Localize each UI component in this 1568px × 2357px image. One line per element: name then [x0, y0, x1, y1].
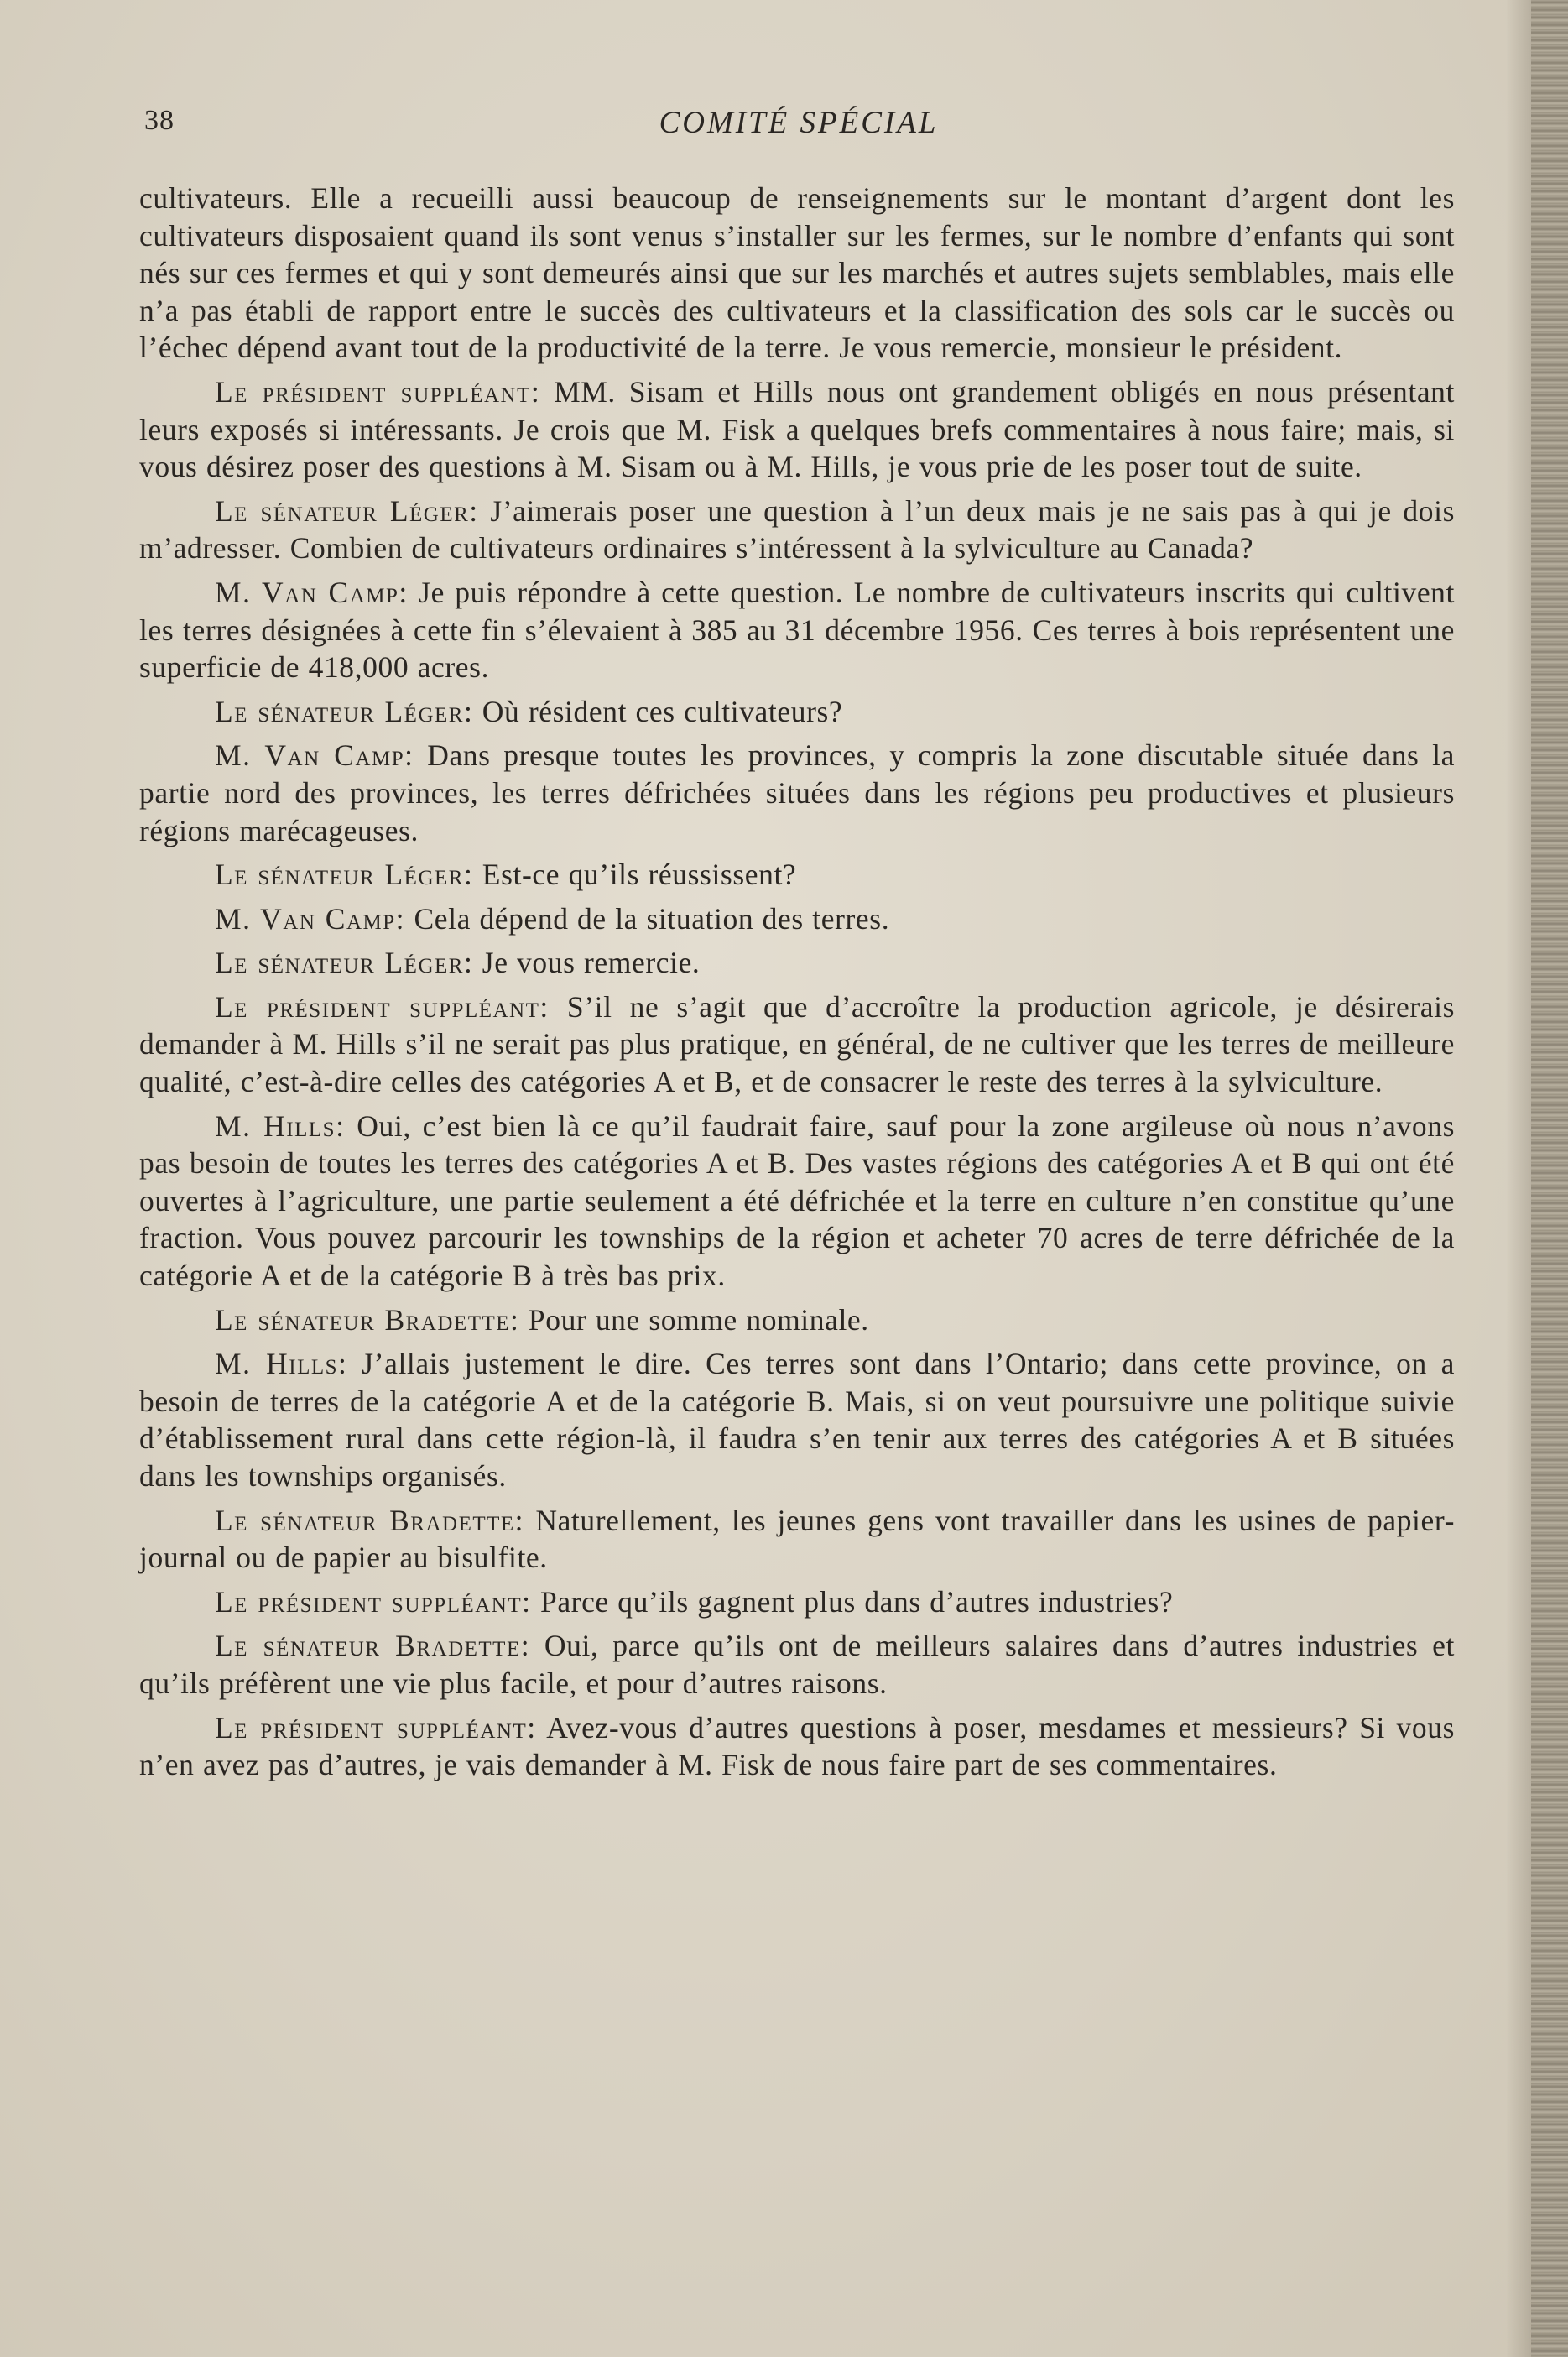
- paragraph: [139, 1583, 1455, 1621]
- paragraph: [139, 493, 1455, 567]
- paragraph: [139, 1627, 1455, 1702]
- speaker-name: Le sénateur Bradette:: [215, 1629, 531, 1663]
- paragraph-text: Est-ce qu’ils réussissent?: [482, 858, 797, 892]
- paragraph: [139, 1709, 1455, 1784]
- paragraph-text: Dans presque toutes les provinces, y compris la zone discutable située dans la partie nord des provinces, les terres défrichées situées dans les régions peu productives et plusieurs régions marécageuses.: [139, 738, 1455, 847]
- speaker-name: Le sénateur Léger:: [215, 694, 474, 728]
- speaker-name: Le président suppléant:: [215, 989, 550, 1024]
- paragraph-text: Je vous remercie.: [482, 946, 701, 980]
- speaker-name: M. Van Camp:: [215, 738, 414, 773]
- paragraph-text: Parce qu’ils gagnent plus dans d’autres industries?: [539, 1584, 1174, 1619]
- speaker-name: M. Hills:: [215, 1347, 348, 1381]
- paragraph-text: Naturellement, les jeunes gens vont travailler dans les usines de papier-journal ou de papier au bisulfite.: [139, 1503, 1455, 1575]
- running-title: COMITÉ SPÉCIAL: [659, 106, 939, 140]
- paragraph-text: Je puis répondre à cette question. Le nombre de cultivateurs inscrits qui cultivent les terres désignées à cette fin s’élevaient à 385 au 31 décembre 1956. Ces terres à bois représentent une superficie de 418,000 acres.: [139, 575, 1455, 685]
- paragraph-text: Cela dépend de la situation des terres.: [414, 901, 890, 936]
- page-header: [144, 105, 1453, 149]
- body-text: [139, 180, 1455, 1791]
- page-edge: [1531, 0, 1568, 2357]
- paragraph-text: MM. Sisam et Hills nous ont grandement obligés en nous présentant leurs exposés si intéressants. Je crois que M. Fisk a quelques brefs commentaires à nous faire; mais, si vous désirez poser des questions à M. Sisam ou à M. Hills, je vous prie de les poser tout de suite.: [139, 374, 1455, 484]
- paragraph-text: Avez-vous d’autres questions à poser, mesdames et messieurs? Si vous n’en avez pas d’autres, je vais demander à M. Fisk de nous faire part de ses commentaires.: [139, 1710, 1455, 1782]
- paragraph-text: Oui, c’est bien là ce qu’il faudrait faire, sauf pour la zone argileuse où nous n’avons pas besoin de toutes les terres des catégories A et B. Des vastes régions des catégories A et B qui ont été ouvertes à l’agriculture, une partie seulement a été défrichée et la terre en culture n’en constitue qu’une fraction. Vous pouvez parcourir les townships de la région et acheter 70 acres de terre défrichée de la catégorie A et de la catégorie B à très bas prix.: [139, 1108, 1455, 1293]
- page-edge-shadow: [1506, 0, 1531, 2357]
- speaker-name: Le sénateur Léger:: [215, 946, 474, 980]
- paragraph-text: Où résident ces cultivateurs?: [482, 694, 843, 728]
- paragraph: [139, 944, 1455, 982]
- paragraph: [139, 900, 1455, 938]
- paragraph: [139, 1345, 1455, 1494]
- speaker-name: Le président suppléant:: [215, 374, 541, 409]
- paragraph: [139, 737, 1455, 849]
- speaker-name: Le sénateur Léger:: [215, 858, 474, 892]
- paragraph: [139, 574, 1455, 686]
- speaker-name: Le président suppléant:: [215, 1710, 537, 1744]
- paragraph-text: S’il ne s’agit que d’accroître la production agricole, je désirerais demander à M. Hills s’il ne serait pas plus pratique, en général, de ne cultiver que les terres de meilleure qualité, c’est-à-dire celles des catégories A et B, et de consacrer le reste des terres à la sylviculture.: [139, 989, 1455, 1099]
- paragraph: [139, 1502, 1455, 1577]
- paragraph: [139, 988, 1455, 1101]
- paragraph-text: cultivateurs. Elle a recueilli aussi beaucoup de renseignements sur le montant d’argent dont les cultivateurs disposaient quand ils sont venus s’installer sur les fermes, sur le nombre d’enfants qui sont nés sur ces fermes et qui y sont demeurés ainsi que sur les marchés et autres sujets semblables, mais elle n’a pas établi de rapport entre le succès des cultivateurs et la classification des sols car le succès ou l’échec dépend avant tout de la productivité de la terre. Je vous remercie, monsieur le président.: [139, 181, 1455, 365]
- speaker-name: Le sénateur Léger:: [215, 493, 479, 528]
- paragraph-text: Oui, parce qu’ils ont de meilleurs salaires dans d’autres industries et qu’ils préfèrent une vie plus facile, et pour d’autres raisons.: [139, 1629, 1455, 1700]
- paragraph-text: J’allais justement le dire. Ces terres sont dans l’Ontario; dans cette province, on a besoin de terres de la catégorie A et de la catégorie B. Mais, si on veut poursuivre une politique suivie d’établissement rural dans cette région-là, il faudra s’en tenir aux terres des catégories A et B situées dans les townships organisés.: [139, 1347, 1455, 1493]
- speaker-name: Le sénateur Bradette:: [215, 1503, 525, 1537]
- speaker-name: Le président suppléant:: [215, 1584, 532, 1619]
- speaker-name: M. Hills:: [215, 1108, 346, 1143]
- paragraph: [139, 180, 1455, 367]
- paragraph: [139, 1108, 1455, 1295]
- paragraph: [139, 856, 1455, 894]
- page-number: 38: [144, 105, 175, 136]
- paragraph: [139, 693, 1455, 731]
- speaker-name: Le sénateur Bradette:: [215, 1302, 520, 1337]
- paragraph-text: J’aimerais poser une question à l’un deux mais je ne sais pas à qui je dois m’adresser. Combien de cultivateurs ordinaires s’intéressent à la sylviculture au Canada?: [139, 493, 1455, 566]
- paragraph-text: Pour une somme nominale.: [528, 1302, 869, 1337]
- paragraph: [139, 373, 1455, 486]
- speaker-name: M. Van Camp:: [215, 901, 406, 936]
- speaker-name: M. Van Camp:: [215, 575, 409, 609]
- paragraph: [139, 1301, 1455, 1339]
